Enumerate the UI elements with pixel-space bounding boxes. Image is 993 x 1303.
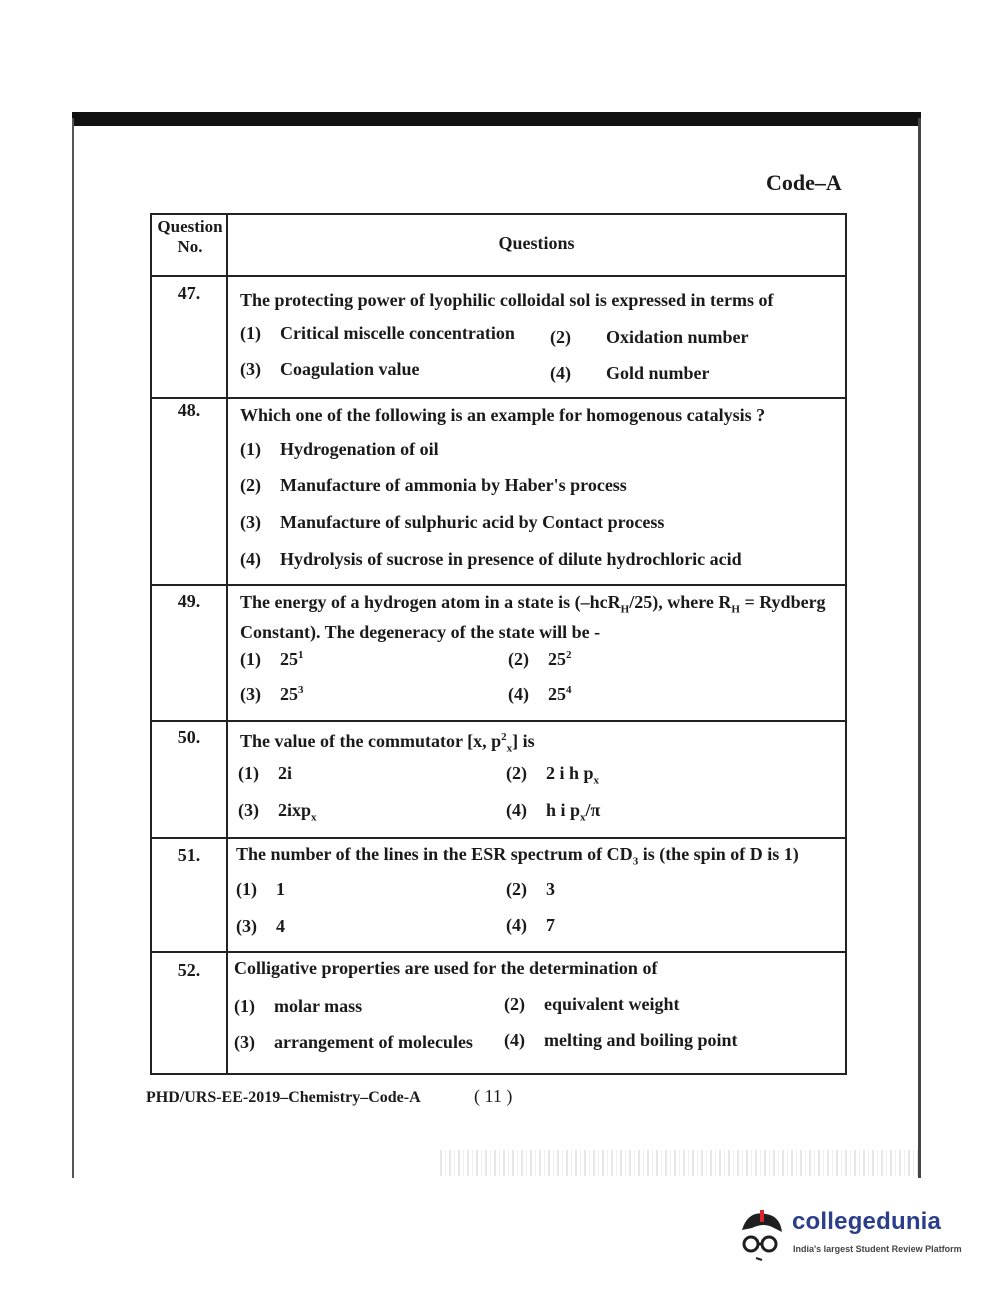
question-stem bbox=[236, 843, 837, 873]
option-text: 1 bbox=[276, 879, 285, 899]
option-text: 7 bbox=[546, 915, 555, 935]
option-number: (3) bbox=[236, 916, 257, 936]
option-number: (3) bbox=[240, 512, 261, 532]
option-base: 25 bbox=[548, 649, 566, 669]
option-text: Coagulation value bbox=[280, 359, 420, 379]
option-number: (1) bbox=[238, 763, 259, 783]
collegedunia-mascot-icon bbox=[734, 1206, 790, 1262]
option-text: Manufacture of sulphuric acid by Contact process bbox=[280, 512, 665, 532]
row-divider bbox=[152, 397, 845, 399]
option-number: (4) bbox=[508, 684, 529, 704]
option-number: (4) bbox=[240, 549, 261, 569]
row-divider bbox=[152, 720, 845, 722]
option-4 bbox=[240, 549, 742, 570]
option-base: h i p bbox=[546, 800, 581, 820]
question-stem: Which one of the following is an example for homogenous catalysis ? bbox=[240, 405, 766, 425]
question-number: 49. bbox=[177, 591, 201, 611]
option-number: (3) bbox=[234, 1032, 255, 1052]
option-number: (3) bbox=[240, 359, 261, 379]
option-text: melting and boiling point bbox=[544, 1030, 738, 1050]
stem-text: The energy of a hydrogen atom in a state is (–hcR bbox=[240, 592, 621, 612]
option-subscript: x bbox=[311, 811, 317, 824]
option-number: (1) bbox=[240, 439, 261, 459]
option-text: Manufacture of ammonia by Haber's process bbox=[280, 475, 627, 495]
option-superscript: 1 bbox=[298, 649, 304, 661]
row-divider bbox=[152, 837, 845, 839]
left-margin-line bbox=[72, 118, 74, 1178]
option-number: (2) bbox=[550, 327, 571, 347]
stem-text: is (the spin of D is 1) bbox=[638, 844, 799, 864]
option-3 bbox=[240, 512, 664, 533]
option-number: (4) bbox=[506, 800, 527, 820]
stem-subscript: H bbox=[620, 603, 630, 616]
option-text: Hydrogenation of oil bbox=[280, 439, 439, 459]
option-1 bbox=[240, 649, 304, 670]
option-text: 2i bbox=[278, 763, 293, 783]
option-number: (3) bbox=[238, 800, 259, 820]
option-text: equivalent weight bbox=[544, 994, 680, 1014]
header-qno-line2: No. bbox=[177, 237, 203, 256]
option-number: (2) bbox=[508, 649, 529, 669]
option-base: 25 bbox=[280, 684, 298, 704]
question-number: 47. bbox=[177, 283, 201, 303]
option-number: (1) bbox=[240, 649, 261, 669]
option-3 bbox=[234, 1032, 473, 1053]
option-4 bbox=[550, 363, 710, 384]
option-2 bbox=[506, 879, 555, 900]
option-superscript: 2 bbox=[566, 649, 572, 661]
option-number: (1) bbox=[234, 996, 255, 1016]
brand-tagline: India's largest Student Review Platform bbox=[793, 1244, 962, 1254]
option-number: (2) bbox=[506, 879, 527, 899]
stem-superscript: 2 bbox=[501, 731, 507, 743]
stem-text: The value of the commutator [x, p bbox=[240, 731, 502, 751]
option-text: Gold number bbox=[606, 363, 710, 383]
option-number: (2) bbox=[506, 763, 527, 783]
row-divider bbox=[152, 275, 845, 277]
stem-subscript: H bbox=[731, 603, 740, 616]
option-superscript: 4 bbox=[566, 684, 572, 696]
header-questions: Questions bbox=[498, 233, 575, 253]
option-number: (4) bbox=[506, 915, 527, 935]
option-3 bbox=[240, 684, 304, 705]
option-tail: /π bbox=[585, 800, 601, 820]
option-1 bbox=[238, 763, 292, 784]
question-number: 50. bbox=[177, 727, 201, 747]
option-number: (1) bbox=[236, 879, 257, 899]
option-3 bbox=[238, 800, 317, 824]
header-question-number bbox=[155, 217, 225, 257]
brand-watermark bbox=[734, 1200, 964, 1270]
option-base: 25 bbox=[280, 649, 298, 669]
option-2 bbox=[506, 763, 599, 787]
row-divider bbox=[152, 951, 845, 953]
question-stem bbox=[240, 726, 837, 760]
footer-page-number: ( 11 ) bbox=[474, 1086, 513, 1106]
option-1 bbox=[234, 996, 362, 1017]
option-number: (1) bbox=[240, 323, 261, 343]
option-4 bbox=[506, 915, 555, 936]
stem-text: ] is bbox=[512, 731, 535, 751]
footer-paper-code: PHD/URS-EE-2019–Chemistry–Code-A bbox=[146, 1089, 421, 1106]
option-number: (4) bbox=[550, 363, 571, 383]
top-border-bar bbox=[72, 112, 921, 126]
question-number: 51. bbox=[177, 845, 201, 865]
question-number: 52. bbox=[177, 960, 201, 980]
option-2 bbox=[508, 649, 572, 670]
option-3 bbox=[236, 916, 285, 937]
stem-text: /25), where R bbox=[629, 592, 732, 612]
option-text: 4 bbox=[276, 916, 285, 936]
option-2 bbox=[504, 994, 680, 1015]
scan-noise bbox=[440, 1150, 918, 1176]
question-stem: The protecting power of lyophilic colloidal sol is expressed in terms of bbox=[240, 290, 774, 310]
questions-table bbox=[150, 213, 847, 1075]
option-1 bbox=[240, 323, 515, 344]
option-text: Critical miscelle concentration bbox=[280, 323, 515, 343]
stem-text: The number of the lines in the ESR spectrum of CD bbox=[236, 844, 633, 864]
option-superscript: 3 bbox=[298, 684, 304, 696]
question-stem: Colligative properties are used for the determination of bbox=[234, 958, 658, 978]
option-text: arrangement of molecules bbox=[274, 1032, 473, 1052]
option-2 bbox=[550, 327, 749, 348]
stem-text: = Rydberg Constant). The degeneracy of the state will be - bbox=[240, 592, 826, 642]
row-divider bbox=[152, 584, 845, 586]
option-text: molar mass bbox=[274, 996, 363, 1016]
brand-name: collegedunia bbox=[792, 1208, 942, 1235]
option-1 bbox=[240, 439, 439, 460]
question-number: 48. bbox=[177, 400, 201, 420]
right-margin-line bbox=[918, 118, 921, 1178]
option-4 bbox=[506, 800, 600, 824]
header-qno-line1: Question bbox=[157, 217, 223, 236]
option-subscript: x bbox=[580, 811, 586, 824]
option-number: (3) bbox=[240, 684, 261, 704]
option-subscript: x bbox=[593, 774, 600, 787]
stem-subscript: 3 bbox=[632, 855, 639, 868]
option-base: 2ixp bbox=[278, 800, 312, 820]
option-base: 25 bbox=[548, 684, 566, 704]
option-number: (2) bbox=[504, 994, 525, 1014]
option-text: 3 bbox=[546, 879, 555, 899]
option-text: Hydrolysis of sucrose in presence of dilute hydrochloric acid bbox=[280, 549, 742, 569]
option-text: Oxidation number bbox=[606, 327, 749, 347]
stem-subscript: x bbox=[506, 742, 513, 755]
option-base: 2 i h p bbox=[546, 763, 594, 783]
option-1 bbox=[236, 879, 285, 900]
option-3 bbox=[240, 359, 420, 380]
option-2 bbox=[240, 475, 627, 496]
option-4 bbox=[508, 684, 572, 705]
option-number: (4) bbox=[504, 1030, 525, 1050]
column-divider bbox=[226, 215, 228, 1073]
option-number: (2) bbox=[240, 475, 261, 495]
paper-code-label: Code–A bbox=[766, 170, 842, 195]
question-stem bbox=[240, 591, 837, 643]
option-4 bbox=[504, 1030, 738, 1051]
